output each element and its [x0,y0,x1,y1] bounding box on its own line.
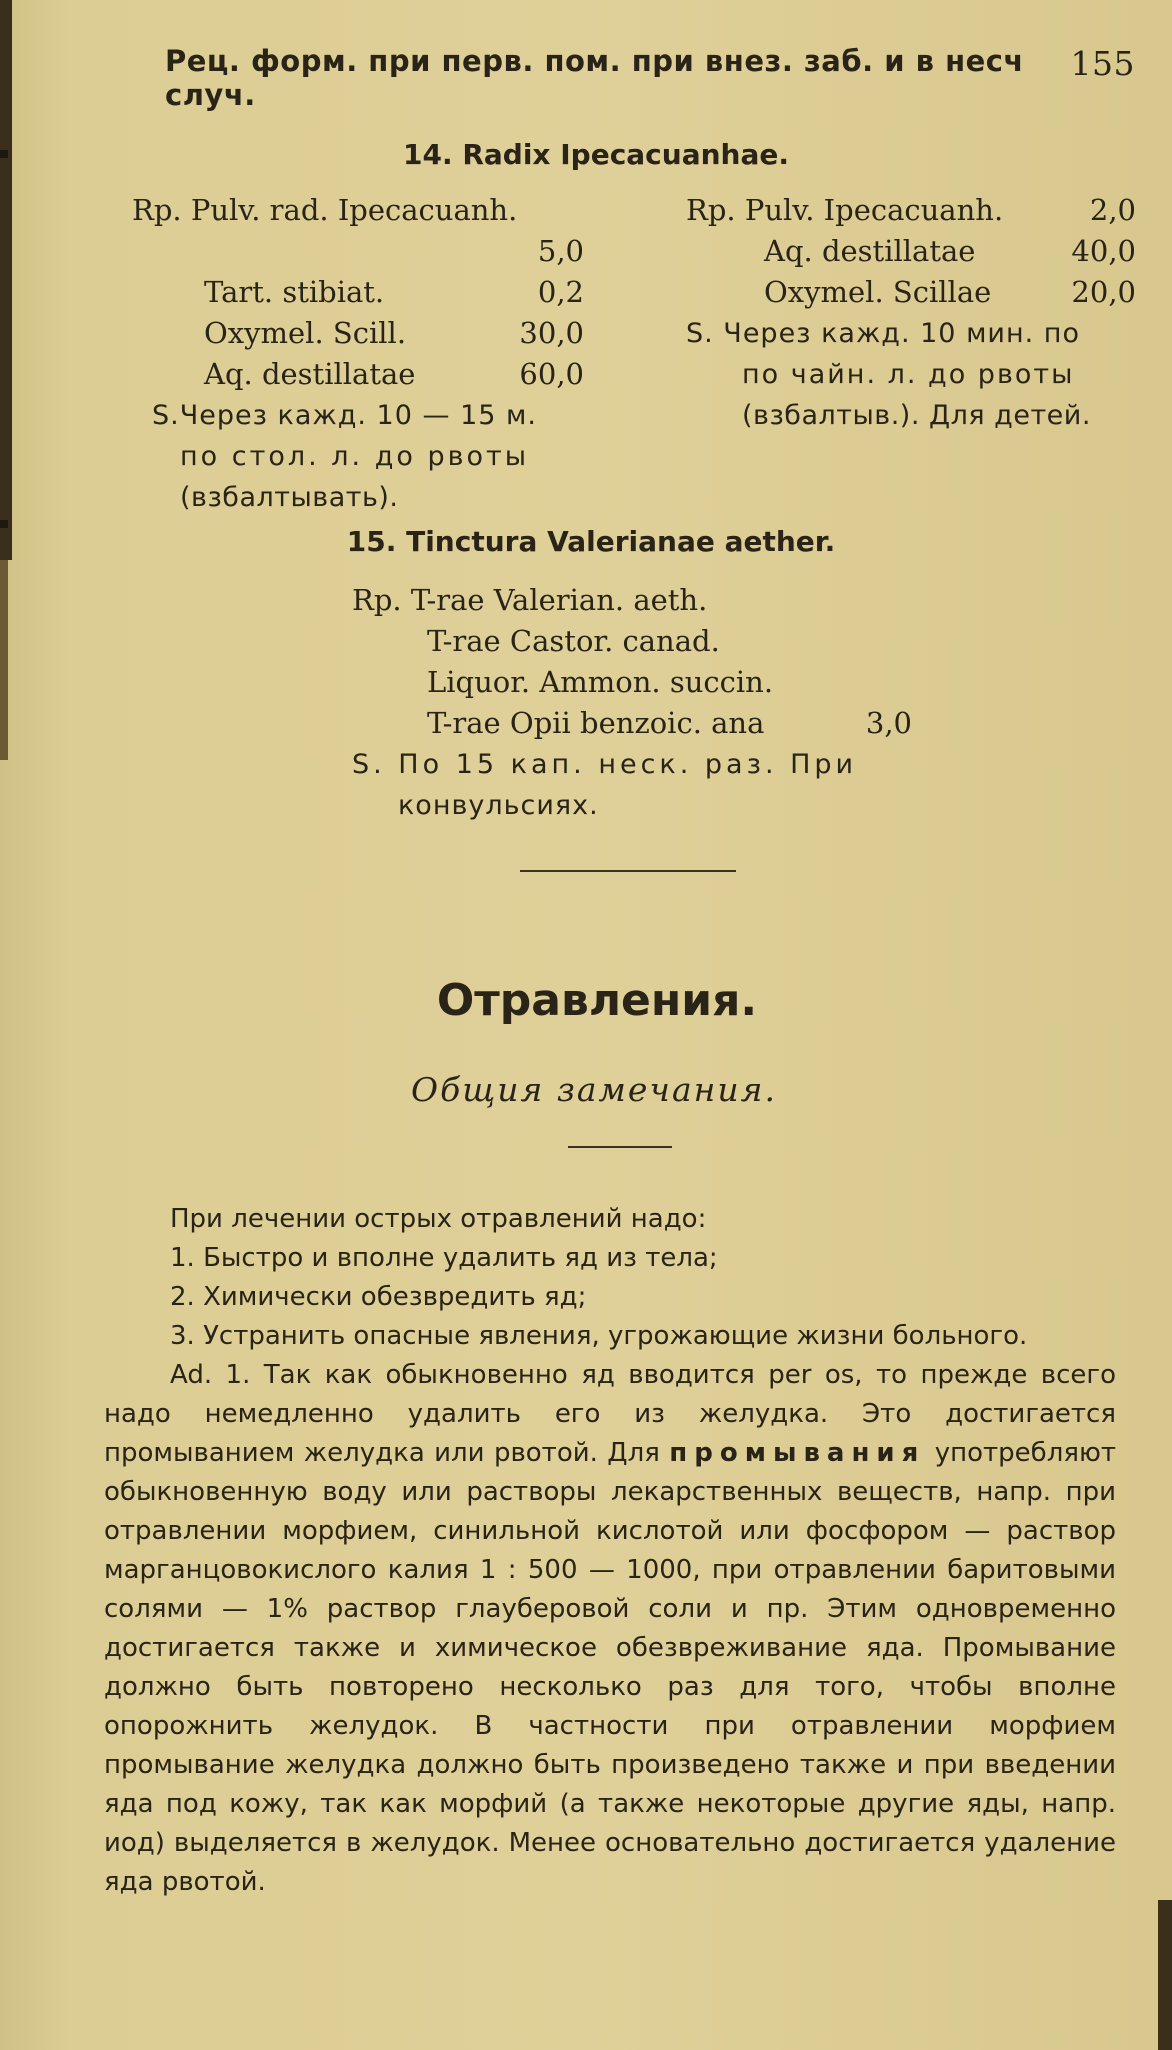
recipe-ingredient: Rp. Pulv. Ipecacuanh. [686,193,1004,227]
running-head-title: Рец. форм. при перв. пом. при внез. заб. и в несч случ. [165,44,1024,112]
recipe-signature [132,436,584,477]
recipe-line [132,313,584,354]
recipe-line [352,621,912,662]
recipe-amount: 2,0 [1089,193,1136,227]
recipe-line [686,190,1136,231]
body-text [104,1200,1116,1902]
chapter-title: Отравления. [436,975,758,1026]
list-item: 3. Устранить опасные явления, угрожающие жизни больного. [170,1321,1028,1351]
recipe-amount: 30,0 [519,316,584,350]
section-divider [520,870,736,872]
recipe-ingredient: Rp. T-rae Valerian. aeth. [352,583,708,617]
recipe-signature-text: (взбалтыв.). Для детей. [742,400,1091,431]
paragraph-text: Ad. 1. Так как обыкновенно яд вводится per os, то прежде всего надо немедленно удалить его из желудка. Это достигается промыванием желудка или рвотой. Для [104,1360,1116,1468]
recipe-ingredient: Liquor. Ammon. succin. [427,665,774,699]
recipe-signature [686,313,1136,354]
recipe-ingredient: T-rae Opii benzoic. ana [427,706,765,740]
recipe-line [686,272,1136,313]
recipe-amount: 40,0 [1071,234,1136,268]
recipe-signature [686,354,1136,395]
recipe-amount: 0,2 [537,275,584,309]
recipe-signature-text: по стол. л. до рвоты [180,441,530,472]
recipe-signature [352,785,912,826]
recipe-signature-text: конвульсиях. [398,790,599,821]
recipe-signature-text: по чайн. л. до рвоты [742,359,1075,390]
recipe-line [352,703,912,744]
recipe-line [352,580,912,621]
list-item: 1. Быстро и вполне удалить яд из тела; [170,1243,718,1273]
recipe-right [686,190,1136,436]
recipe-signature [132,395,584,436]
subtitle-divider [568,1146,672,1148]
recipe-amount: 20,0 [1071,275,1136,309]
recipe-signature [686,395,1136,436]
section-title-14: 14. Radix Ipecacuanhae. [402,138,789,171]
recipe-15 [352,580,912,826]
book-spine-shadow-lower [0,560,8,760]
recipe-ingredient: Aq. destillatae [764,234,976,268]
recipe-ingredient: Aq. destillatae [204,357,416,391]
recipe-signature-text: S. Через кажд. 10 мин. по [686,318,1080,349]
list-item: 2. Химически обезвредить яд; [170,1282,587,1312]
recipe-signature-text: S. По 15 кап. неск. раз. При [352,749,858,780]
paragraph: При лечении острых отравлений надо: [170,1204,707,1234]
recipe-ingredient: Oxymel. Scill. [204,316,407,350]
recipe-line [132,190,584,231]
recipe-amount: 5,0 [537,234,584,268]
recipe-signature [132,477,584,518]
recipe-signature-text: (взбалтывать). [180,482,399,513]
chapter-subtitle: Общия замечания. [411,1070,777,1109]
recipe-line [132,354,584,395]
recipe-line [686,231,1136,272]
recipe-line [352,662,912,703]
running-head [165,44,1135,112]
page-edge-shadow [1158,1900,1172,2050]
recipe-ingredient: Oxymel. Scillae [764,275,992,309]
recipe-left [132,190,584,518]
paragraph [104,1356,1116,1902]
recipe-amount: 60,0 [519,357,584,391]
recipe-ingredient: T-rae Castor. canad. [427,624,720,658]
recipe-line [132,272,584,313]
emphasized-word: промывания [669,1438,926,1468]
recipe-amount: 3,0 [865,706,912,740]
section-title-15: 15. Tinctura Valerianae aether. [346,525,836,558]
paragraph-text: употребляют обыкновенную воду или растворы лекарственных веществ, напр. при отравлении морфием, синильной кислотой или фосфором — раствор марганцовокислого калия 1 : 500 — 1000, при отравлении баритовыми солями — 1% раствор глауберовой соли и пр. Этим одновременно достигается также и химическое обезвреживание яда. Промывание должно быть повторено несколько раз для того, чтобы вполне опорожнить желудок. В частности при отравлении морфием промывание желудка должно быть произведено также и при введении яда под кожу, так как морфий (а также некоторые другие яды, напр. иод) выделяется в желудок. Менее основательно достигается удаление яда рвотой. [104,1438,1117,1897]
recipe-line [132,231,584,272]
book-spine-shadow [0,0,12,560]
recipe-ingredient: Tart. stibiat. [204,275,385,309]
recipe-text: Rp. Pulv. rad. Ipecacuanh. [132,193,518,227]
recipe-signature [352,744,912,785]
recipe-signature-text: S.Через кажд. 10 — 15 м. [152,400,537,431]
page-number: 155 [1070,44,1135,83]
